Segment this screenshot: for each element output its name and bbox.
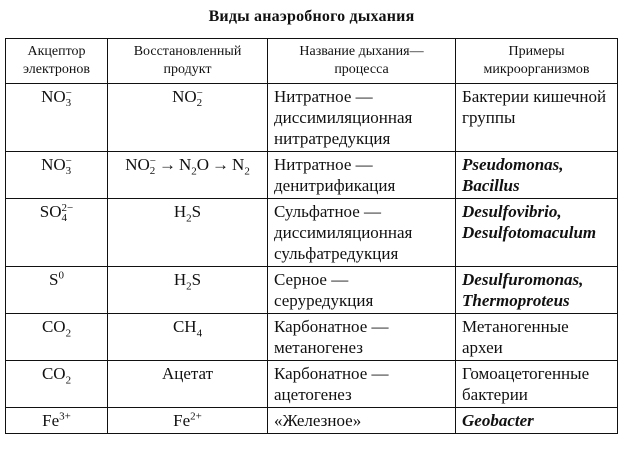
process-cell: Серное — серуредукция [268, 267, 456, 314]
formula-tail: S [191, 202, 202, 221]
chemical-formula [49, 270, 64, 289]
chemical-formula [178, 155, 210, 178]
formula-base: Ацетат [161, 364, 214, 383]
chemical-formula [173, 411, 202, 430]
formula-base: NO [125, 155, 150, 174]
formula-subscript: 4 [61, 212, 67, 224]
chemical-formula [39, 202, 74, 224]
formula-tail: O [196, 155, 210, 174]
examples-cell: Desulfuromonas, Thermoproteus [456, 267, 618, 314]
formula-base: CO [41, 317, 66, 336]
header-acceptor: Акцептор электронов [6, 39, 108, 84]
process-cell: Карбонатное — ацетогенез [268, 361, 456, 408]
table-row [6, 199, 618, 267]
examples-cell: Бактерии кишечной группы [456, 84, 618, 152]
formula-subscript: 4 [196, 327, 203, 340]
formula-subscript: 3 [65, 97, 72, 109]
formula-base: H [173, 202, 187, 221]
header-examples: Примеры микроорганизмов [456, 39, 618, 84]
process-cell: Сульфатное — диссимиляционная сульфатредукция [268, 199, 456, 267]
formula-subscript: 2 [65, 374, 72, 387]
chemical-formula [173, 202, 202, 225]
formula-charge: 2− [61, 202, 74, 214]
formula-base: CO [41, 364, 66, 383]
header-process: Название дыхания— процесса [268, 39, 456, 84]
chemical-formula [125, 155, 156, 177]
formula-subscript: 3 [65, 165, 72, 177]
formula-charge: 3+ [59, 410, 71, 423]
formula-base: N [178, 155, 192, 174]
examples-cell: Geobacter [456, 408, 618, 434]
formula-base: S [49, 270, 59, 289]
acceptor-cell [6, 267, 108, 314]
formula-indices [66, 156, 72, 176]
anaerobic-respiration-table [5, 38, 618, 434]
acceptor-cell [6, 408, 108, 434]
page-title: Виды анаэробного дыхания [208, 8, 415, 25]
formula-indices [66, 88, 72, 108]
formula-subscript: 2 [244, 165, 250, 178]
chemical-formula [41, 317, 72, 340]
examples-cell: Метаногенные археи [456, 314, 618, 361]
chemical-formula [162, 364, 213, 383]
formula-subscript: 2 [196, 97, 203, 109]
formula-base: NO [41, 155, 66, 174]
acceptor-cell [6, 152, 108, 199]
formula-charge: − [196, 87, 203, 99]
formula-charge: 0 [58, 269, 64, 282]
examples-cell: Гомоацетогенные бактерии [456, 361, 618, 408]
chemical-formula [173, 270, 202, 293]
acceptor-cell [6, 84, 108, 152]
product-cell [108, 314, 268, 361]
product-cell [108, 267, 268, 314]
formula-charge: − [65, 87, 72, 99]
acceptor-cell [6, 361, 108, 408]
chemical-formula [41, 155, 72, 177]
chemical-formula [41, 87, 72, 109]
table-row [6, 314, 618, 361]
formula-base: Fe [42, 411, 60, 430]
formula-base: N [232, 155, 245, 174]
table-body [6, 84, 618, 434]
formula-base: Fe [173, 411, 191, 430]
product-cell [108, 152, 268, 199]
formula-base: H [173, 270, 187, 289]
product-cell [108, 84, 268, 152]
acceptor-cell [6, 199, 108, 267]
formula-charge: 2+ [190, 410, 202, 423]
chemical-formula [172, 87, 203, 109]
process-cell: Нитратное — диссимиляционная нитратредукция [268, 84, 456, 152]
chemical-formula [232, 155, 250, 178]
formula-base: CH [172, 317, 197, 336]
formula-subscript: 2 [191, 165, 197, 178]
product-cell [108, 408, 268, 434]
product-cell [108, 361, 268, 408]
header-row [6, 39, 618, 84]
process-cell: Карбонатное — метаногенез [268, 314, 456, 361]
chemical-formula [41, 364, 72, 387]
arrow-icon: → [212, 155, 230, 174]
formula-subscript: 2 [186, 212, 192, 225]
formula-indices [197, 88, 203, 108]
formula-base: SO [39, 202, 62, 221]
table-row [6, 408, 618, 434]
formula-base: NO [172, 87, 197, 106]
formula-charge: − [149, 155, 156, 167]
formula-subscript: 2 [65, 327, 72, 340]
header-product: Восстановленный продукт [108, 39, 268, 84]
table-row [6, 267, 618, 314]
chemical-formula [172, 317, 203, 340]
formula-subscript: 2 [186, 280, 192, 293]
formula-charge: − [65, 155, 72, 167]
acceptor-cell [6, 314, 108, 361]
chemical-formula [42, 411, 71, 430]
formula-subscript: 2 [149, 165, 156, 177]
table-row [6, 84, 618, 152]
examples-cell: Pseudomonas, Bacillus [456, 152, 618, 199]
examples-cell: Desulfovibrio, Desulfotomaculum [456, 199, 618, 267]
product-cell [108, 199, 268, 267]
formula-indices [62, 203, 74, 223]
process-cell: «Железное» [268, 408, 456, 434]
formula-base: NO [41, 87, 66, 106]
table-row [6, 152, 618, 199]
process-cell: Нитратное — денитрификация [268, 152, 456, 199]
formula-tail: S [191, 270, 202, 289]
arrow-icon: → [158, 155, 176, 174]
table-row [6, 361, 618, 408]
